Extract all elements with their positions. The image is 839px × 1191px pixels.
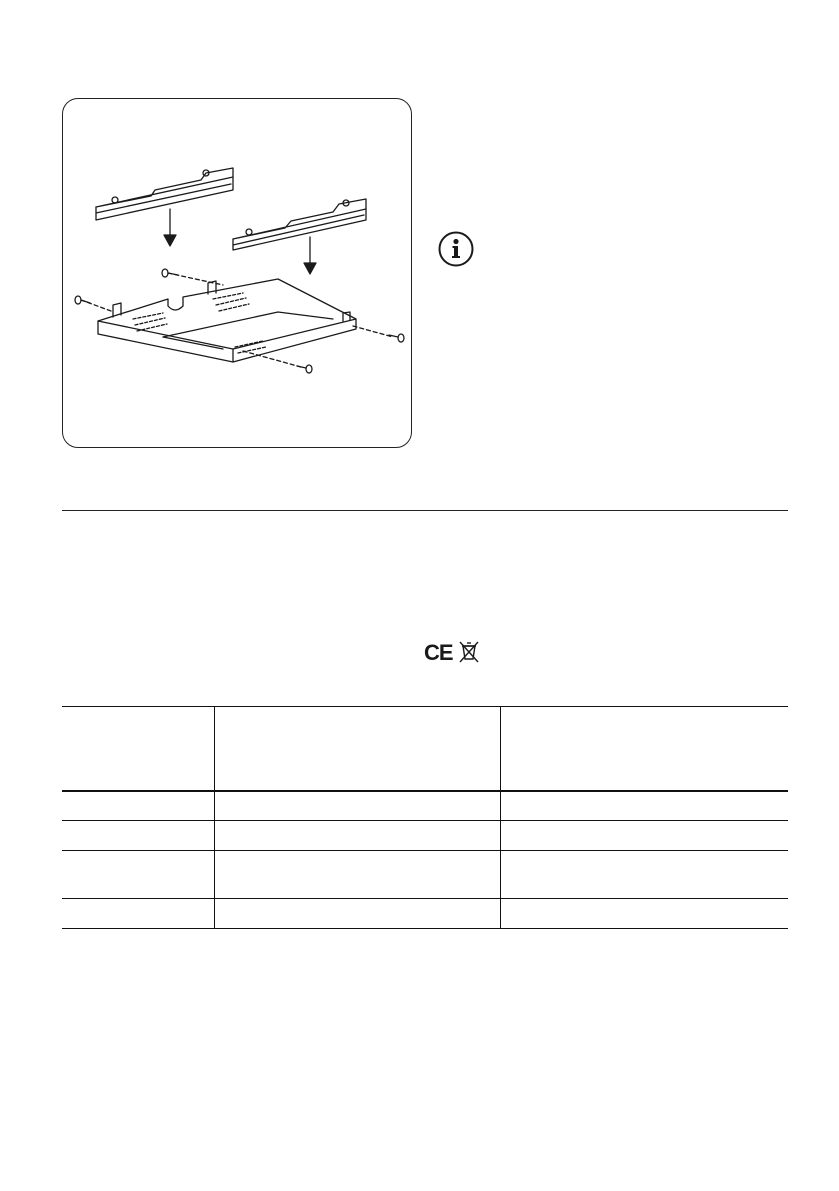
table-cell [62,851,214,899]
table-cell [214,899,500,929]
table-header-cell [62,707,214,791]
table-cell [62,821,214,851]
section-divider [62,510,788,511]
table-row [62,821,788,851]
table-cell [214,851,500,899]
table-header-cell [214,707,500,791]
table-header-cell [500,707,788,791]
assembly-figure [62,98,412,448]
info-icon [437,230,475,268]
table-cell [62,791,214,821]
table-cell [62,899,214,929]
table-cell [214,791,500,821]
shelf-runner-assembly-illustration [63,99,413,449]
specification-table [62,706,788,929]
table-row [62,791,788,821]
conformity-marks [424,640,484,666]
table-row [62,899,788,929]
ce-mark: CE [424,640,453,665]
table-header-row [62,707,788,791]
table-cell [214,821,500,851]
table-row [62,851,788,899]
table-cell [500,821,788,851]
table-cell [500,851,788,899]
table-cell [500,791,788,821]
table-cell [500,899,788,929]
crossed-bin-icon [458,640,480,664]
